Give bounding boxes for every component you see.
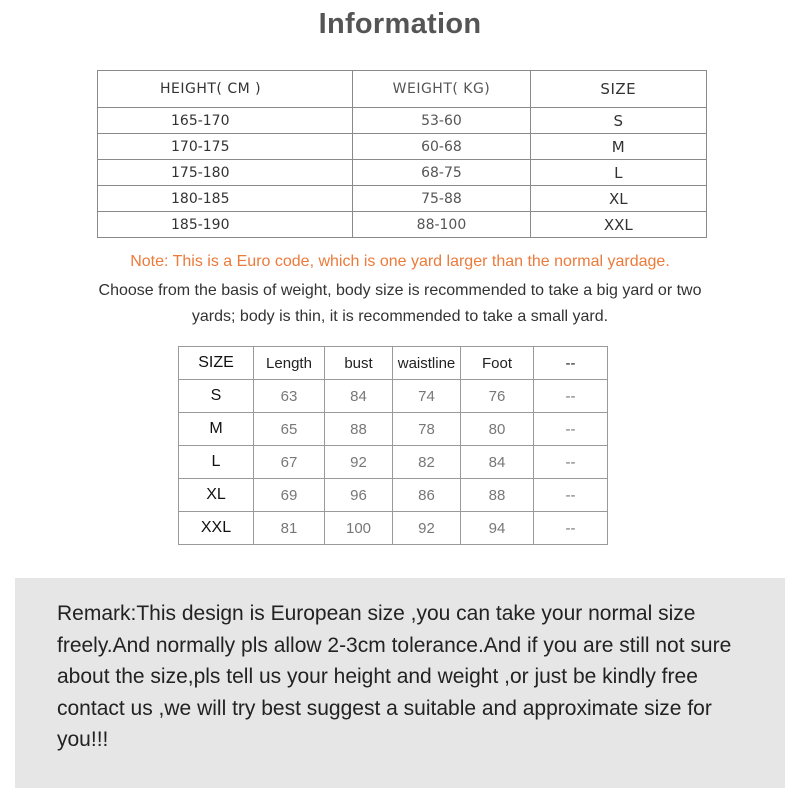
euro-code-note: Note: This is a Euro code, which is one yard larger than the normal yardage. [130, 253, 670, 270]
table-cell: 80 [461, 413, 534, 446]
table-cell: 84 [461, 446, 534, 479]
size-advice-text: Choose from the basis of weight, body size is recommended to take a big yard or two yards; body is thin, it is recommended to take a small yard. [98, 282, 702, 325]
column-header-foot: Foot [461, 347, 534, 380]
table-cell: 84 [325, 380, 393, 413]
table-cell: 76 [461, 380, 534, 413]
table-cell: XL [530, 186, 706, 212]
table-row [179, 512, 608, 545]
table-cell: XXL [179, 512, 254, 545]
table-row [179, 413, 608, 446]
table-cell: M [179, 413, 254, 446]
size-measurement-table [178, 346, 608, 545]
table-row [98, 212, 707, 238]
table-row [179, 380, 608, 413]
table-cell: -- [534, 512, 608, 545]
page-title: Information [318, 8, 482, 40]
table-cell: L [179, 446, 254, 479]
table-cell: 92 [325, 446, 393, 479]
height-weight-size-table [97, 70, 707, 238]
table-cell: 180-185 [98, 186, 353, 212]
column-header-waistline: waistline [393, 347, 461, 380]
table-cell: 88-100 [353, 212, 530, 238]
table-cell: 88 [461, 479, 534, 512]
table-cell: 68-75 [353, 160, 530, 186]
table-cell: S [179, 380, 254, 413]
table-cell: 92 [393, 512, 461, 545]
table-cell: 78 [393, 413, 461, 446]
table-row [98, 108, 707, 134]
column-header-weight: WEIGHT( KG) [353, 71, 530, 108]
column-header-extra: -- [534, 347, 608, 380]
table-cell: L [530, 160, 706, 186]
table-cell: 82 [393, 446, 461, 479]
table-cell: 75-88 [353, 186, 530, 212]
table-cell: XL [179, 479, 254, 512]
table-cell: 175-180 [98, 160, 353, 186]
table-cell: 94 [461, 512, 534, 545]
column-header-length: Length [254, 347, 325, 380]
table-header-row [179, 347, 608, 380]
table-cell: -- [534, 446, 608, 479]
table-cell: -- [534, 413, 608, 446]
table-cell: -- [534, 479, 608, 512]
table-cell: 81 [254, 512, 325, 545]
table-cell: -- [534, 380, 608, 413]
table-row [98, 186, 707, 212]
column-header-size: SIZE [179, 347, 254, 380]
table-cell: 96 [325, 479, 393, 512]
table-cell: M [530, 134, 706, 160]
table-row [98, 134, 707, 160]
table-cell: 185-190 [98, 212, 353, 238]
table-cell: S [530, 108, 706, 134]
table-cell: 100 [325, 512, 393, 545]
column-header-size: SIZE [530, 71, 706, 108]
table-header-row [98, 71, 707, 108]
table-cell: 69 [254, 479, 325, 512]
column-header-height: HEIGHT( CM ) [98, 71, 353, 108]
column-header-bust: bust [325, 347, 393, 380]
table-cell: 165-170 [98, 108, 353, 134]
table-cell: 65 [254, 413, 325, 446]
table-row [98, 160, 707, 186]
table-cell: 53-60 [353, 108, 530, 134]
table-row [179, 479, 608, 512]
table-cell: 86 [393, 479, 461, 512]
table-cell: XXL [530, 212, 706, 238]
table-cell: 74 [393, 380, 461, 413]
remark-text: Remark:This design is European size ,you can take your normal size freely.And normally pls allow 2-3cm tolerance.And if you are still not sure about the size,pls tell us your height and weight ,or just be kindly free contact us ,we will try best suggest a suitable and approximate size for you!!! [57, 602, 732, 751]
table-row [179, 446, 608, 479]
table-cell: 60-68 [353, 134, 530, 160]
table-cell: 170-175 [98, 134, 353, 160]
table-cell: 67 [254, 446, 325, 479]
table-cell: 88 [325, 413, 393, 446]
table-cell: 63 [254, 380, 325, 413]
remark-panel [15, 578, 785, 788]
